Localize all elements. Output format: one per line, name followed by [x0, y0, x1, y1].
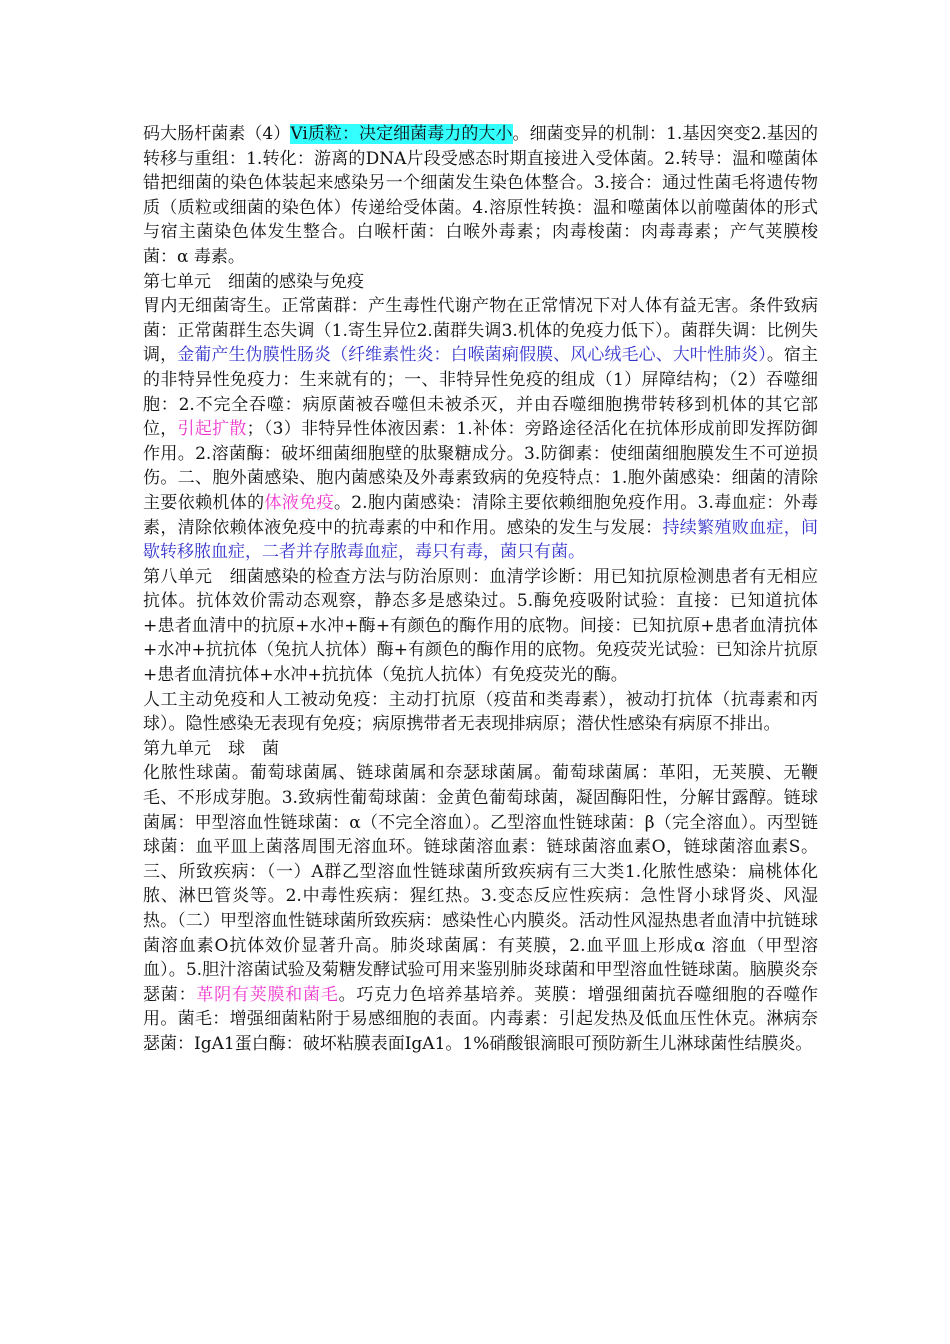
blue-text: 持续繁殖败血症，间歇转移脓血症，二者并存脓毒血症，毒只有毒，菌只有菌。: [143, 517, 819, 563]
section-heading-text: 第七单元 细菌的感染与免疫: [143, 271, 364, 292]
section-heading-text: 第九单元 球 菌: [143, 738, 279, 759]
paragraph-infection-immunity: [143, 294, 818, 565]
text-segment: 。细菌变异的机制：1.基因突变2.基因的转移与重组：1.转化：游离的DNA片段受感态时期直接进入受体菌。2.转导：温和噬菌体错把细菌的染色体装起来感染另一个细菌发生染色体整合。3.接合：通过性菌毛将遗传物质（质粒或细菌的染色体）传递给受体菌。4.溶原性转换：温和噬菌体以前噬菌体的形式与宿主菌染色体发生整合。白喉杆菌：白喉外毒素；肉毒梭菌：肉毒毒素；产气荚膜梭菌：α 毒素。: [143, 124, 818, 267]
document-body: [143, 122, 818, 1057]
text-segment: 胃内无细菌寄生。正常菌群：产生毒性代谢产物在正常情况下对人体有益无害。条件致病菌：正常菌群生态失调（1.寄生异位2.菌群失调3.机体的免疫力低下）。菌群失调：比例失调，: [143, 296, 818, 366]
paragraph-cocci: [143, 761, 818, 1056]
text-segment: 第八单元 细菌感染的检查方法与防治原则：血清学诊断：用已知抗原检测患者有无相应抗体。抗体效价需动态观察，静态多是感染过。5.酶免疫吸附试验：直接：已知道抗体+患者血清中的抗原+水冲+酶+有颜色的酶作用的底物。间接：已知抗原+患者血清抗体+水冲+抗抗体（兔抗人抗体）酶+有颜色的酶作用的底物。免疫荧光试验：已知涂片抗原+患者血清抗体+水冲+抗抗体（兔抗人抗体）有免疫荧光的酶。: [143, 566, 818, 686]
section-heading-unit-7: [143, 270, 818, 295]
text-segment: 。巧克力色培养基培养。荚膜：增强细菌抗吞噬细胞的吞噬作用。菌毛：增强细菌粘附于易感细胞的表面。内毒素：引起发热及低血压性休克。淋病奈瑟菌：IgA1蛋白酶：破坏粘膜表面IgA1。1%硝酸银滴眼可预防新生儿淋球菌性结膜炎。: [143, 984, 819, 1054]
text-segment: 码大肠杆菌素（4）: [143, 124, 291, 144]
text-segment: 。2.胞内菌感染：清除主要依赖细胞免疫作用。3.毒血症：外毒素，清除依赖体液免疫中的抗毒素的中和作用。感染的发生与发展：: [143, 492, 819, 538]
blue-text: 金葡产生伪膜性肠炎（纤维素性炎：白喉菌痢假膜、风心绒毛心、大叶性肺炎）: [177, 345, 767, 366]
section-heading-unit-9: [143, 737, 818, 762]
paragraph-artificial-immunity: [143, 688, 818, 737]
pink-text: 革阴有荚膜和菌毛: [196, 984, 339, 1005]
pink-text: 体液免疫: [264, 492, 334, 513]
text-segment: 人工主动免疫和人工被动免疫：主动打抗原（疫苗和类毒素），被动打抗体（抗毒素和丙球）。隐性感染无表现有免疫；病原携带者无表现排病原；潜伏性感染有病原不排出。: [143, 689, 818, 735]
paragraph-variation-mechanisms: [143, 122, 818, 270]
paragraph-unit-8-diagnosis: [143, 565, 818, 688]
text-segment: 。宿主的非特异性免疫力：生来就有的；一、非特异性免疫的组成（1）屏障结构；（2）吞噬细胞：2.不完全吞噬：病原菌被吞噬但未被杀灭，并由吞噬细胞携带转移到机体的其它部位，: [143, 345, 819, 440]
highlighted-text: Vi质粒：决定细菌毒力的大小: [290, 124, 513, 144]
text-segment: ；（3）非特异性体液因素：1.补体：旁路途径活化在抗体形成前即发挥防御作用。2.溶菌酶：破坏细菌细胞壁的肽聚糖成分。3.防御素：使细菌细胞膜发生不可逆损伤。二、胞外菌感染、胞内菌感染及外毒素致病的免疫特点：1.胞外菌感染：细菌的清除主要依赖机体的: [143, 419, 819, 513]
text-segment: 化脓性球菌。葡萄球菌属、链球菌属和奈瑟球菌属。葡萄球菌属：革阳，无荚膜、无鞭毛、不形成芽胞。3.致病性葡萄球菌：金黄色葡萄球菌，凝固酶阳性，分解甘露醇。链球菌属：甲型溶血性链球菌：α（不完全溶血）。乙型溶血性链球菌：β（完全溶血）。丙型链球菌：血平皿上菌落周围无溶血环。链球菌溶血素：链球菌溶血素O，链球菌溶血素S。三、所致疾病：（一）A群乙型溶血性链球菌所致疾病有三大类1.化脓性感染：扁桃体化脓、淋巴管炎等。2.中毒性疾病：猩红热。3.变态反应性疾病：急性肾小球肾炎、风湿热。（二）甲型溶血性链球菌所致疾病：感染性心内膜炎。活动性风湿热患者血清中抗链球菌溶血素O抗体效价显著升高。肺炎球菌属：有荚膜，2.血平皿上形成α 溶血（甲型溶血）。5.胆汁溶菌试验及菊糖发酵试验可用来鉴别肺炎球菌和甲型溶血性链球菌。脑膜炎奈瑟菌：: [143, 763, 818, 1005]
pink-text: 引起扩散: [177, 419, 247, 440]
